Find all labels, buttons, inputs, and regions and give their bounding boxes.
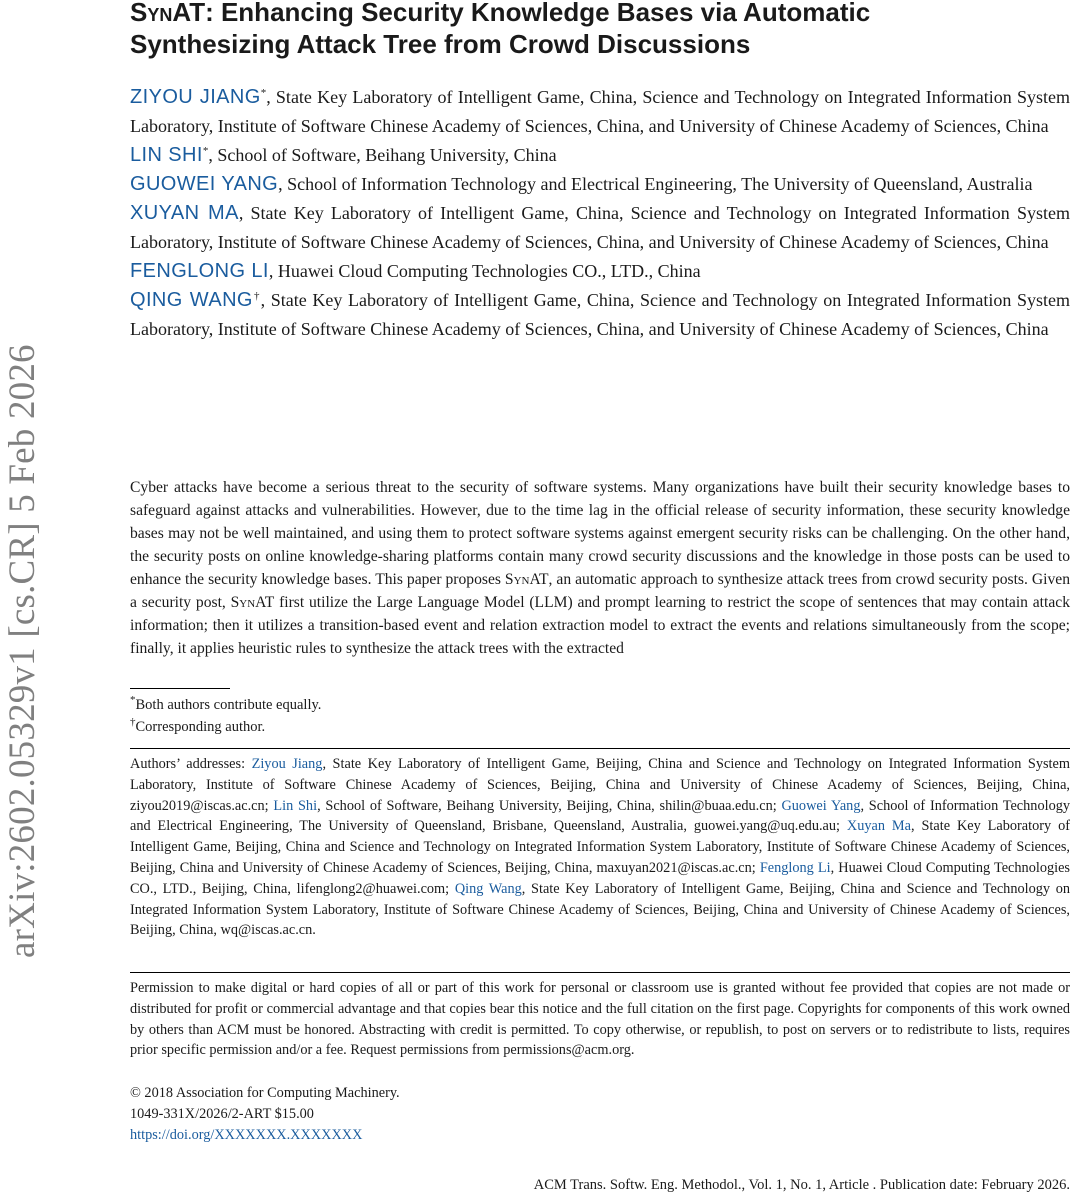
- address-text: , State Key Laboratory of Intelligent Game, Beijing, China and Science and Technology on Integrated Information System Laboratory, Institute of Software Chinese Academy of Sciences, Beijing, China and University of Chinese Academy of Sciences, Beijing, China, wq@iscas.ac.cn.: [130, 880, 1070, 939]
- address-author-link[interactable]: Xuyan Ma: [846, 818, 911, 835]
- author-affiliation: , State Key Laboratory of Intelligent Game, China, Science and Technology on Integrated Information System Laboratory, Institute of Software Chinese Academy of Sciences, China, and University of Chinese Academy of Sciences, China: [130, 87, 1071, 136]
- title-system-name: SynAT: [130, 0, 206, 27]
- system-name: SynAT: [230, 594, 275, 611]
- footnotes: [130, 694, 1070, 738]
- footnote-corresponding-author: [130, 716, 1070, 738]
- author-entry: [130, 141, 1070, 170]
- arxiv-identifier-stamp: arXiv:2602.05329v1 [cs.CR] 5 Feb 2026: [2, 344, 43, 958]
- address-author-link[interactable]: Guowei Yang: [781, 797, 861, 814]
- footnote-text: Both authors contribute equally.: [135, 697, 322, 713]
- section-divider: [130, 748, 1070, 749]
- section-divider: [130, 972, 1070, 973]
- author-name[interactable]: LIN SHI: [130, 144, 203, 166]
- journal-running-footer: ACM Trans. Softw. Eng. Methodol., Vol. 1, No. 1, Article . Publication date: February 2026.: [533, 1177, 1070, 1193]
- abstract-text: Cyber attacks have become a serious threat to the security of software systems. Many organizations have built their security knowledge bases to safeguard against attacks and vulnerabilities. However, due to the time lag in the official release of security information, these security knowledge bases may not be well maintained, and using them to protect software systems against emergent security risks can be challenging. On the other hand, the security posts on online knowledge-sharing platforms contain many crowd security discussions and the knowledge in those posts can be used to enhance the security knowledge bases. This paper proposes: [130, 479, 1070, 588]
- copyright-block: [130, 1083, 1070, 1146]
- address-text: , State Key Laboratory of Intelligent Game, Beijing, China and Science and Technology on Integrated Information System Laboratory, Institute of Software Chinese Academy of Sciences, Beijing, China and University of Chinese Academy of Sciences, Beijing, China, maxuyan2021@iscas.ac.cn;: [130, 818, 1070, 876]
- title-line2: Synthesizing Attack Tree from Crowd Discussions: [130, 29, 751, 59]
- footnote-divider: [130, 688, 230, 689]
- footnote-mark: †: [130, 716, 136, 729]
- doi-link[interactable]: https://doi.org/XXXXXXX.XXXXXXX: [130, 1127, 363, 1143]
- address-author-link[interactable]: Fenglong Li: [759, 859, 831, 876]
- author-list: [130, 83, 1070, 344]
- author-name[interactable]: GUOWEI YANG: [130, 173, 279, 195]
- author-affiliation: , School of Information Technology and Electrical Engineering, The University of Queensland, Australia: [278, 174, 1033, 194]
- title-line1: : Enhancing Security Knowledge Bases via Automatic: [205, 0, 871, 27]
- abstract-text: first utilize the Large Language Model (LLM) and prompt learning to restrict the scope of sentences that may contain attack information; then it utilizes a transition-based event and relation extraction model to extract the events and relations simultaneously from the scope; finally, it applies heuristic rules to synthesize the attack trees with the extracted: [130, 594, 1070, 657]
- author-affiliation: , State Key Laboratory of Intelligent Game, China, Science and Technology on Integrated Information System Laboratory, Institute of Software Chinese Academy of Sciences, China, and University of Chinese Academy of Sciences, China: [130, 203, 1070, 252]
- address-author-link[interactable]: Lin Shi: [273, 797, 318, 814]
- author-affiliation: , School of Software, Beihang University, China: [208, 145, 557, 165]
- system-name: SynAT: [504, 571, 549, 588]
- footnote-mark: *: [130, 694, 136, 707]
- paper-title: [130, 0, 1070, 60]
- author-mark: †: [252, 290, 261, 302]
- abstract-text: , an automatic approach to synthesize attack trees from crowd security posts. Given a security post,: [130, 571, 1070, 611]
- author-name[interactable]: XUYAN MA: [130, 202, 239, 224]
- footnote-equal-contribution: [130, 694, 1070, 716]
- author-entry: [130, 83, 1070, 141]
- address-text: , Huawei Cloud Computing Technologies CO., LTD., Beijing, China, lifenglong2@huawei.com;: [130, 859, 1070, 897]
- author-mark: *: [260, 87, 267, 99]
- author-entry: [130, 170, 1070, 199]
- author-name[interactable]: FENGLONG LI: [130, 260, 269, 282]
- address-text: , State Key Laboratory of Intelligent Game, Beijing, China and Science and Technology on Integrated Information System Laboratory, Institute of Software Chinese Academy of Sciences, Beijing, China and University of Chinese Academy of Sciences, Beijing, China, ziyou2019@iscas.ac.cn;: [130, 756, 1070, 814]
- copyright-line: © 2018 Association for Computing Machinery.: [130, 1085, 400, 1101]
- author-affiliation: , Huawei Cloud Computing Technologies CO., LTD., China: [268, 261, 701, 281]
- address-author-link[interactable]: Qing Wang: [454, 880, 522, 897]
- author-entry: [130, 199, 1070, 257]
- address-author-link[interactable]: Ziyou Jiang: [251, 756, 323, 772]
- author-affiliation: , State Key Laboratory of Intelligent Game, China, Science and Technology on Integrated Information System Laboratory, Institute of Software Chinese Academy of Sciences, China, and University of Chinese Academy of Sciences, China: [130, 290, 1071, 339]
- author-name[interactable]: QING WANG: [130, 289, 253, 311]
- footnote-text: Corresponding author.: [135, 719, 266, 735]
- author-entry: [130, 257, 1070, 286]
- addresses-intro: Authors’ addresses:: [130, 756, 252, 772]
- author-entry: [130, 286, 1070, 344]
- abstract: [130, 476, 1070, 660]
- authors-addresses: [130, 754, 1070, 941]
- permission-notice: Permission to make digital or hard copies of all or part of this work for personal or classroom use is granted without fee provided that copies are not made or distributed for profit or commercial advantage and that copies bear this notice and the full citation on the first page. Copyrights for components of this work owned by others than ACM must be honored. Abstracting with credit is permitted. To copy otherwise, or republish, to post on servers or to redistribute to lists, requires prior specific permission and/or a fee. Request permissions from permissions@acm.org.: [130, 980, 1070, 1059]
- address-text: , School of Software, Beihang University, Beijing, China, shilin@buaa.edu.cn;: [317, 797, 782, 814]
- issn-price-line: 1049-331X/2026/2-ART $15.00: [130, 1106, 314, 1122]
- author-name[interactable]: ZIYOU JIANG: [130, 86, 261, 108]
- address-text: , School of Information Technology and Electrical Engineering, The University of Queensland, Brisbane, Queensland, Australia, guowei.yang@uq.edu.au;: [130, 797, 1071, 835]
- author-mark: *: [202, 145, 209, 157]
